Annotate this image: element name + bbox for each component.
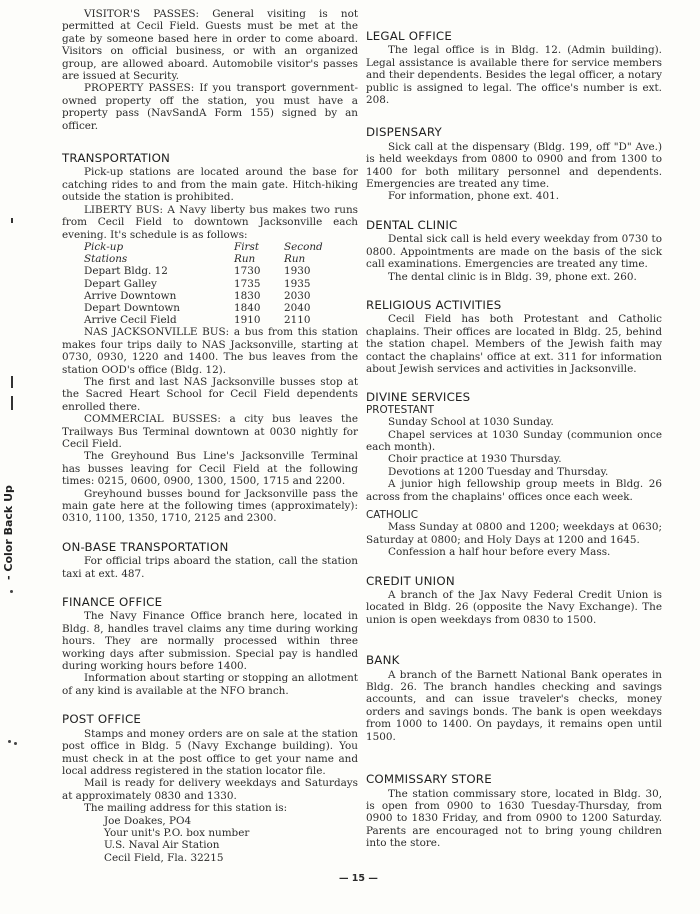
page-number: — 15 — [339,873,378,884]
transportation-p1: Pick-up stations are located around the base for catching rides to and from the main gate. Hitch-hiking outside the station is prohibited. [62,166,358,204]
post-p1: Stamps and money orders are on sale at the station post office in Bldg. 5 (Navy Exchange building). You must check in at the post office to get your name and local address registered in the station locator file. [62,727,358,777]
protestant-item: A junior high fellowship group meets in Bldg. 26 across from the chaplains' offices once each week. [366,478,662,503]
catholic-item: Mass Sunday at 0800 and 1200; weekdays at 0630; Saturday at 0800; and Holy Days at 1200 and 1645. [366,521,662,546]
table-row: Depart Downtown 1840 2040 [84,301,311,314]
dispensary-p1: Sick call at the dispensary (Bldg. 199, off "D" Ave.) is held weekdays from 0800 to 0900 and from 1300 to 1400 for both military personnel and dependents. Emergencies are treated any time. [366,140,662,191]
table-row: Arrive Cecil Field 1910 2110 [84,314,311,327]
transportation-p2: LIBERTY BUS: A Navy liberty bus makes two runs from Cecil Field to downtown Jacksonville each evening. It's schedule is as follows: [62,203,358,241]
transportation-p6: The Greyhound Bus Line's Jacksonville Terminal has busses leaving for Cecil Field at the following times: 0215, 0600, 0900, 1300, 1500, 1715 and 2200. [62,450,358,488]
transportation-heading: TRANSPORTATION [62,151,171,166]
finance-p2: Information about starting or stopping an allotment of any kind is available at the NFO branch. [62,672,358,697]
col-header: Run [234,253,256,266]
catholic-label: CATHOLIC [366,509,419,521]
margin-dot [10,590,13,593]
post-p3: The mailing address for this station is: [84,802,288,815]
legal-p1: The legal office is in Bldg. 12. (Admin building). Legal assistance is available there for service members and their dependents. Besides the legal officer, a notary public is assigned to legal. The office's number is ext. 208. [366,44,662,107]
right-column [366,30,662,850]
protestant-item: Choir practice at 1930 Thursday. [388,453,562,466]
commissary-p1: The station commissary store, located in Bldg. 30, is open from 0900 to 1630 Tuesday-Thursday, from 0900 to 1830 Friday, and from 0900 to 1200 Saturday. Parents are encouraged not to bring young children into the store. [366,787,662,850]
property-passes: PROPERTY PASSES: If you transport government-owned property off the station, you must have a property pass (NavSandA Form 155) signed by an officer. [62,82,358,132]
margin-mark [11,218,13,223]
dispensary-p2: For information, phone ext. 401. [388,190,560,203]
credit-p1: A branch of the Jax Navy Federal Credit Union is located in Bldg. 26 (opposite the Navy Exchange). The union is open weekdays from 0830 to 1500. [366,589,662,626]
col-header: First [234,240,260,253]
margin-note-color-back-up: - Color Back Up [2,485,15,580]
post-p2: Mail is ready for delivery weekdays and Saturdays at approximately 0830 and 1330. [62,777,358,802]
bank-heading: BANK [366,653,400,668]
col-header: Run [284,253,306,266]
protestant-item: Chapel services at 1030 Sunday (communion once each month). [366,428,662,453]
dental-heading: DENTAL CLINIC [366,217,458,232]
col-header: Second [284,240,323,253]
post-heading: POST OFFICE [62,712,142,727]
finance-p1: The Navy Finance Office branch here, located in Bldg. 8, handles travel claims any time during working hours. They are normally processed within three working days after submission. Special pay is handled during working hours before 1400. [62,610,358,673]
table-row: Depart Bldg. 12 1730 1930 [84,265,311,278]
liberty-bus-schedule [84,241,344,326]
divine-heading: DIVINE SERVICES [366,390,471,405]
protestant-item: Devotions at 1200 Tuesday and Thursday. [388,465,609,478]
mailing-address [104,815,358,865]
transportation-p5: COMMERCIAL BUSSES: a city bus leaves the Trailways Bus Terminal downtown at 0030 nightly for Cecil Field. [62,413,358,450]
catholic-item: Confession a half hour before every Mass. [388,546,611,559]
religious-p1: Cecil Field has both Protestant and Catholic chaplains. Their offices are located in Bldg. 25, behind the station chapel. Members of the Jewish faith may contact the chaplains' office at ext. 311 for information about Jewish services and activities in Jacksonville. [366,313,662,375]
margin-dot [14,742,17,745]
onbase-heading: ON-BASE TRANSPORTATION [62,539,229,554]
address-line: Joe Doakes, PO4 [104,814,192,827]
legal-heading: LEGAL OFFICE [366,29,452,43]
col-header: Pick-up [84,240,124,253]
protestant-label: PROTESTANT [366,403,434,416]
finance-heading: FINANCE OFFICE [62,595,163,610]
religious-heading: RELIGIOUS ACTIVITIES [366,297,502,312]
credit-heading: CREDIT UNION [366,573,455,588]
table-row: Depart Galley 1735 1935 [84,277,311,290]
protestant-item: Sunday School at 1030 Sunday. [388,416,554,429]
margin-mark [11,376,13,388]
margin-mark [11,396,13,410]
transportation-p3: NAS JACKSONVILLE BUS: a bus from this station makes four trips daily to NAS Jacksonville, starting at 0730, 0930, 1220 and 1400. The bus leaves from the station OOD's office (Bldg. 12). [62,326,358,376]
dental-p2: The dental clinic is in Bldg. 39, phone ext. 260. [388,270,637,283]
table-row: Arrive Downtown 1830 2030 [84,289,311,302]
address-line: Your unit's P.O. box number [104,826,250,839]
address-line: Cecil Field, Fla. 32215 [104,851,224,864]
dental-p1: Dental sick call is held every weekday from 0730 to 0800. Appointments are made on the basis of the sick call examinations. Emergencies are treated any time. [366,233,662,271]
left-column [62,8,358,864]
address-line: U.S. Naval Air Station [104,839,220,852]
dispensary-heading: DISPENSARY [366,125,442,140]
transportation-p7: Greyhound busses bound for Jacksonville pass the main gate here at the following times (approximately): 0310, 1100, 1350, 1710, 2125 and 2300. [62,487,358,525]
onbase-p1: For official trips aboard the station, call the station taxi at ext. 487. [62,555,358,580]
transportation-p4: The first and last NAS Jacksonville busses stop at the Sacred Heart School for Cecil Field dependents enrolled there. [62,375,358,413]
margin-dot [8,740,11,743]
visitors-passes: VISITOR'S PASSES: General visiting is not permitted at Cecil Field. Guests must be met at the gate by someone based here in order to come aboard. Visitors on official business, or with an organized group, are allowed aboard. Automobile visitor's passes are issued at Security. [62,8,358,83]
col-header: Stations [84,253,128,266]
commissary-heading: COMMISSARY STORE [366,772,492,787]
bank-p1: A branch of the Barnett National Bank operates in Bldg. 26. The branch handles checking and savings accounts, and can issue traveler's checks, money orders and savings bonds. The bank is open weekdays from 1000 to 1400. On paydays, it remains open until 1500. [366,668,662,743]
